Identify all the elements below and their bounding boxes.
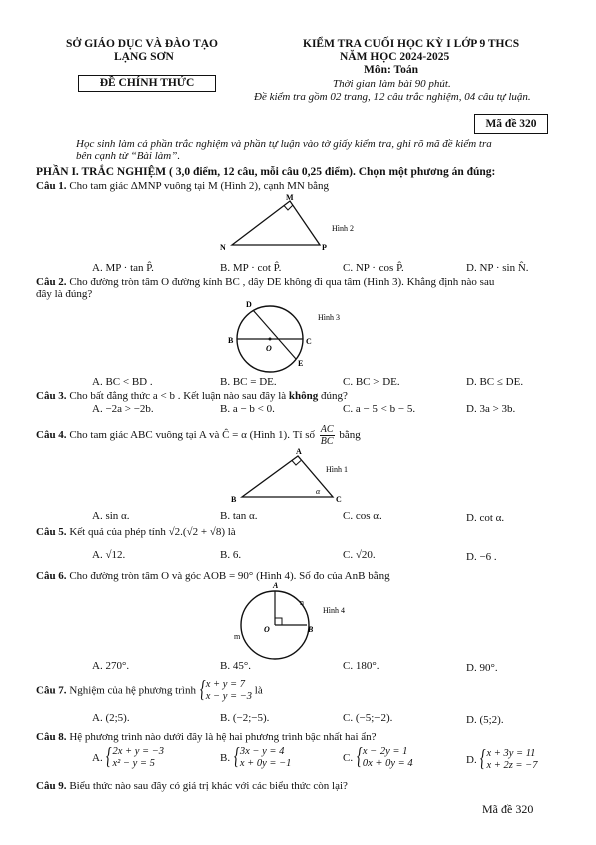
q1-option-d[interactable]: D. NP · sin N̂. — [466, 262, 529, 274]
equation-2: x − y = −3 — [205, 691, 253, 702]
q7-option-b[interactable]: B. (−2;−5). — [220, 712, 270, 724]
point-a: A — [273, 581, 279, 590]
question-5 — [36, 526, 236, 538]
exam-structure: Đề kiểm tra gồm 02 trang, 12 câu trắc nghiệm, 04 câu tự luận. — [254, 91, 531, 103]
equation-1: { 2x + y = −3 — [112, 746, 165, 757]
right-angle-mark — [292, 461, 301, 466]
q6-option-c[interactable]: C. 180°. — [343, 660, 380, 672]
q6-option-d[interactable]: D. 90°. — [466, 662, 498, 674]
q3-option-c[interactable]: C. a − 5 < b − 5. — [343, 403, 416, 415]
figure-hinh-1 — [222, 444, 382, 508]
question-text: Cho đường tròn tâm O đường kính BC , dây DE không đi qua tâm (Hình 3). Khẳng định nào sau — [69, 276, 495, 288]
option-label: C. — [343, 752, 354, 764]
question-text-end: đúng? — [321, 390, 348, 402]
equation-2: 0x + 0y = 4 — [362, 758, 413, 769]
arc-label-n: n — [300, 598, 304, 607]
equation-1: { x + 3y = 11 — [486, 748, 536, 759]
equation-2: x² − y = 5 — [112, 758, 155, 769]
chord-de — [253, 310, 296, 359]
right-angle-mark — [275, 618, 282, 625]
equation-system — [105, 746, 164, 770]
point-b: B — [308, 625, 314, 634]
point-e: E — [298, 359, 304, 368]
q8-option-d[interactable] — [466, 748, 537, 772]
question-label: Câu 5. — [36, 526, 67, 538]
question-9 — [36, 780, 348, 792]
footer-exam-code: Mã đề 320 — [482, 802, 534, 816]
figure-caption: Hình 1 — [326, 465, 348, 474]
q4-option-a[interactable]: A. sin α. — [92, 510, 130, 522]
question-label: Câu 6. — [36, 570, 67, 582]
equation-2: x + 0y = −1 — [239, 758, 292, 769]
equation-system — [356, 746, 413, 770]
equation-system — [233, 746, 292, 770]
point-a: A — [296, 447, 302, 456]
q2-option-d[interactable]: D. BC ≤ DE. — [466, 376, 524, 388]
question-emphasis: không — [288, 390, 319, 402]
q3-option-b[interactable]: B. a − b < 0. — [220, 403, 275, 415]
question-1 — [36, 180, 329, 192]
q8-option-b[interactable] — [220, 746, 291, 770]
question-text-end: là — [254, 684, 263, 697]
question-text: Biểu thức nào sau đây có giá trị khác với các biểu thức còn lại? — [69, 780, 348, 792]
point-m: M — [286, 193, 294, 202]
question-label: Câu 3. — [36, 390, 67, 402]
q4-option-b[interactable]: B. tan α. — [220, 510, 258, 522]
q8-option-c[interactable] — [343, 746, 413, 770]
equation-1: { 3x − y = 4 — [239, 746, 285, 757]
q2-option-c[interactable]: C. BC > DE. — [343, 376, 400, 388]
school-year: NĂM HỌC 2024-2025 — [340, 51, 450, 63]
q4-option-d[interactable]: D. cot α. — [466, 512, 505, 524]
point-n: N — [220, 243, 226, 252]
figure-hinh-3 — [222, 296, 362, 376]
equation-1: { x − 2y = 1 — [362, 746, 408, 757]
question-text: Hệ phương trình nào dưới đây là hệ hai phương trình bậc nhất hai ẩn? — [69, 731, 377, 743]
question-7 — [36, 679, 263, 703]
q7-option-a[interactable]: A. (2;5). — [92, 712, 130, 724]
right-angle-mark — [284, 205, 293, 210]
q8-option-a[interactable] — [92, 746, 164, 770]
question-2 — [36, 276, 494, 288]
question-text-end: bằng — [339, 429, 361, 442]
question-text: Cho đường tròn tâm O và góc AOB = 90° (Hình 4). Số đo của AnB bằng — [69, 570, 390, 582]
point-o: O — [266, 344, 272, 353]
q3-option-a[interactable]: A. −2a > −2b. — [92, 403, 154, 415]
question-text: Kết quả của phép tính √2.(√2 + √8) là — [69, 526, 236, 538]
question-2-line-2: đây là đúng? — [36, 288, 93, 300]
point-p: P — [322, 243, 327, 252]
triangle-mnp — [232, 201, 320, 245]
question-label: Câu 1. — [36, 180, 67, 192]
point-b: B — [231, 495, 237, 504]
subject: Môn: Toán — [364, 64, 419, 76]
equation-system — [199, 679, 252, 703]
q5-option-b[interactable]: B. 6. — [220, 549, 242, 561]
q7-option-d[interactable]: D. (5;2). — [466, 714, 504, 726]
figure-hinh-4 — [228, 581, 368, 661]
official-badge: ĐỀ CHÍNH THỨC — [78, 75, 216, 92]
exam-code-box: Mã đề 320 — [474, 114, 548, 134]
question-label: Câu 8. — [36, 731, 67, 743]
point-d: D — [246, 300, 252, 309]
part1-heading: PHẦN I. TRẮC NGHIỆM ( 3,0 điểm, 12 câu, mỗi câu 0,25 điểm). Chọn một phương án đúng: — [36, 166, 496, 178]
fraction-numerator: AC — [320, 424, 334, 435]
q2-option-a[interactable]: A. BC < BD . — [92, 376, 153, 388]
question-3 — [36, 390, 348, 402]
instruction-line-2: bên cạnh từ “Bài làm”. — [76, 150, 181, 162]
province-name: LẠNG SƠN — [114, 51, 174, 63]
exam-time: Thời gian làm bài 90 phút. — [333, 78, 451, 90]
q7-option-c[interactable]: C. (−5;−2). — [343, 712, 393, 724]
figure-hinh-2 — [210, 193, 380, 258]
equation-2: x + 2z = −7 — [486, 760, 538, 771]
exam-title: KIỂM TRA CUỐI HỌC KỲ I LỚP 9 THCS — [303, 38, 520, 50]
question-label: Câu 4. — [36, 429, 67, 442]
question-8 — [36, 731, 377, 743]
point-c: C — [306, 337, 312, 346]
q6-option-a[interactable]: A. 270°. — [92, 660, 130, 672]
point-c: C — [336, 495, 342, 504]
department-name: SỞ GIÁO DỤC VÀ ĐÀO TẠO — [66, 38, 218, 50]
question-text: Nghiệm của hệ phương trình — [69, 684, 196, 697]
option-label: D. — [466, 754, 477, 766]
fraction-denominator: BC — [320, 436, 334, 447]
instruction-line-1: Học sinh làm cả phần trắc nghiệm và phần tự luận vào tờ giấy kiểm tra, ghi rõ mã đề kiểm tra — [76, 138, 492, 150]
figure-caption: Hình 2 — [332, 224, 354, 233]
q5-option-d[interactable]: D. −6 . — [466, 551, 497, 563]
option-label: A. — [92, 752, 103, 764]
question-label: Câu 7. — [36, 684, 67, 697]
option-label: B. — [220, 752, 231, 764]
center-o — [269, 338, 272, 341]
question-text: Cho tam giác ΔMNP vuông tại M (Hình 2), cạnh MN bằng — [69, 180, 329, 192]
angle-alpha: α — [316, 487, 321, 496]
equation-system — [479, 748, 537, 772]
question-text: Cho bất đẳng thức a < b . Kết luận nào sau đây là — [69, 390, 287, 402]
arc-label-m: m — [234, 632, 241, 641]
q6-option-b[interactable]: B. 45°. — [220, 660, 251, 672]
question-label: Câu 2. — [36, 276, 67, 288]
q2-option-b[interactable]: B. BC = DE. — [220, 376, 277, 388]
point-o: O — [264, 625, 270, 634]
equation-1: { x + y = 7 — [205, 679, 245, 690]
q1-option-a[interactable]: A. MP · tan P̂. — [92, 262, 154, 274]
q1-option-c[interactable]: C. NP · cos P̂. — [343, 262, 404, 274]
figure-caption: Hình 3 — [318, 313, 340, 322]
q3-option-d[interactable]: D. 3a > 3b. — [466, 403, 516, 415]
q1-option-b[interactable]: B. MP · cot P̂. — [220, 262, 282, 274]
q5-option-a[interactable]: A. √12. — [92, 549, 126, 561]
point-b: B — [228, 336, 234, 345]
question-label: Câu 9. — [36, 780, 67, 792]
figure-caption: Hình 4 — [323, 606, 345, 615]
q5-option-c[interactable]: C. √20. — [343, 549, 376, 561]
q4-option-c[interactable]: C. cos α. — [343, 510, 382, 522]
question-text: Cho tam giác ABC vuông tại A và Ĉ = α (Hình 1). Tỉ số — [69, 429, 316, 442]
